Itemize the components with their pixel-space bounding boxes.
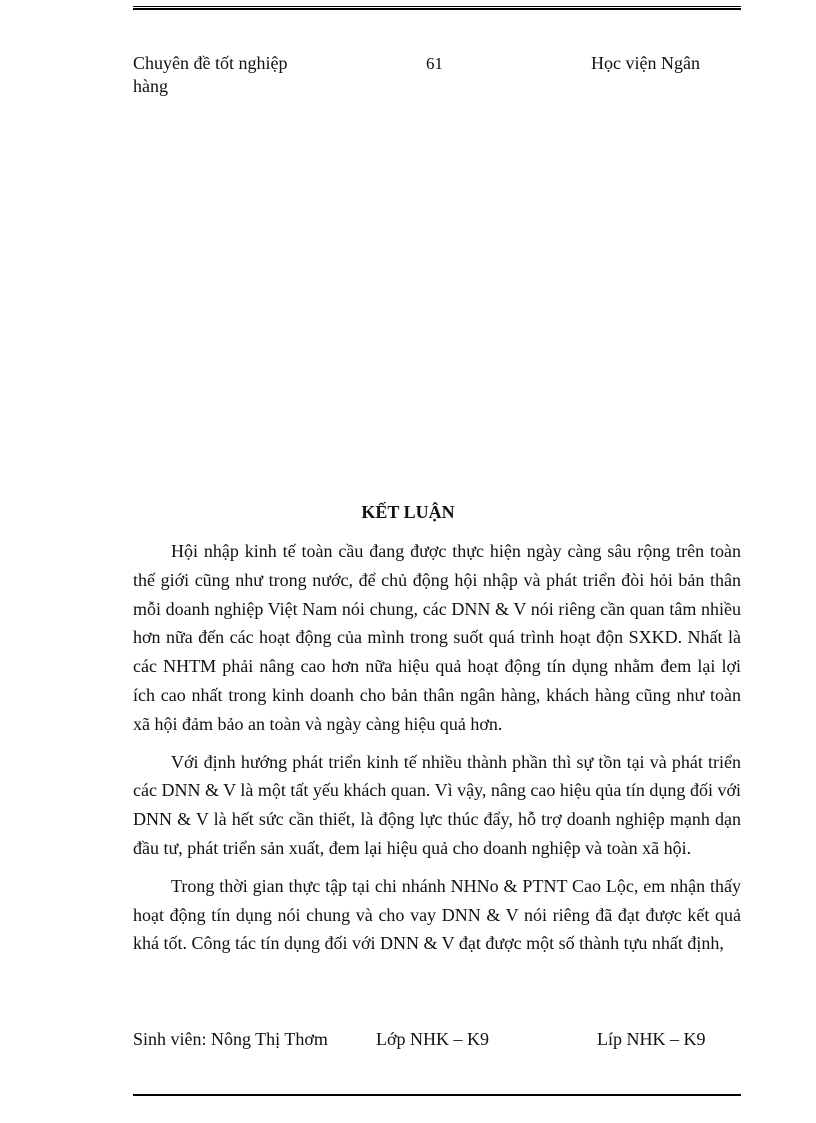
page-number: 61	[426, 54, 443, 73]
top-rule	[133, 6, 741, 10]
header-title-wrap: hàng	[133, 76, 168, 96]
section-heading: KẾT LUẬN	[361, 502, 455, 522]
paragraph-2: Với định hướng phát triển kinh tế nhiều thành phần thì sự tồn tại và phát triển các DNN & V là một tất yếu khách quan. Vì vậy, nâng cao hiệu qủa tín dụng đối với DNN & V là hết sức cần thiết, là động lực thúc đẩy, hỗ trợ doanh nghiệp mạnh dạn đầu tư, phát triển sản xuất, đem lại hiệu quả cho doanh nghiệp và toàn xã hội.	[133, 751, 741, 858]
footer-class: Lớp NHK – K9	[376, 1029, 490, 1049]
footer-class-alt: Líp NHK – K9	[597, 1029, 706, 1049]
paragraph-1: Hội nhập kinh tế toàn cầu đang được thực hiện ngày càng sâu rộng trên toàn thế giới cũng như trong nước, để chủ động hội nhập và phát triển đòi hỏi bản thân mỗi doanh nghiệp Việt Nam nói chung, các DNN & V nói riêng cần quan tâm nhiều hơn nữa đến các hoạt động của mình trong suốt quá trình hoạt độn SXKD. Nhất là các NHTM phải nâng cao hơn nữa hiệu quả hoạt động tín dụng nhằm đem lại lợi ích cao nhất trong kinh doanh cho bản thân ngân hàng, khách hàng cũng như toàn xã hội đảm bảo an toàn và ngày càng hiệu quả hơn.	[133, 541, 741, 734]
bottom-rule	[133, 1094, 741, 1096]
header-left	[133, 52, 323, 98]
paragraph-3: Trong thời gian thực tập tại chi nhánh NHNo & PTNT Cao Lộc, em nhận thấy hoạt động tín dụng nói chung và cho vay DNN & V nói riêng đã đạt được kết quả khá tốt. Công tác tín dụng đối với DNN & V đạt được một số thành tựu nhất định,	[133, 875, 741, 954]
header-right: Học viện Ngân	[591, 53, 700, 73]
header-title: Chuyên đề tốt nghiệp	[133, 53, 288, 73]
footer-student: Sinh viên: Nông Thị Thơm	[133, 1029, 328, 1049]
body-text	[133, 537, 741, 967]
